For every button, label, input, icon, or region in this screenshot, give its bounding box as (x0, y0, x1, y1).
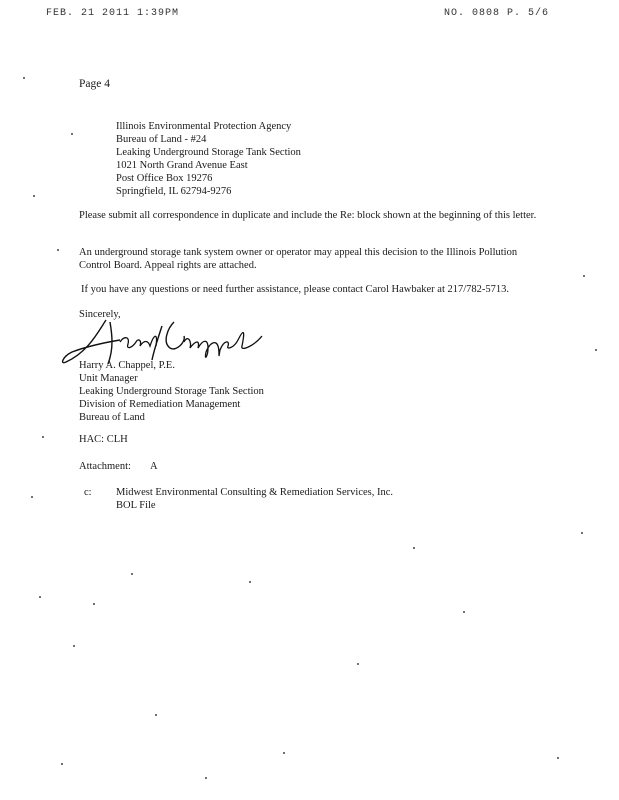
attachment-value: A (150, 461, 158, 472)
fax-header-right: NO. 0808 P. 5/6 (443, 8, 549, 19)
signer-section: Leaking Underground Storage Tank Section (79, 386, 264, 397)
address-line: 1021 North Grand Avenue East (116, 160, 248, 171)
signer-title: Unit Manager (79, 373, 138, 384)
submit-paragraph: Please submit all correspondence in duplicate and include the Re: block shown at the beginning of this letter. (79, 210, 537, 221)
cc-label: c: (84, 487, 92, 498)
address-line: Leaking Underground Storage Tank Section (116, 147, 301, 158)
attachment-label: Attachment: (79, 461, 131, 472)
appeal-paragraph: An underground storage tank system owner or operator may appeal this decision to the Illinois Pollution Control Board. Appeal rights are attached. (79, 247, 518, 271)
signer-name: Harry A. Chappel, P.E. (79, 360, 175, 371)
initials: HAC: CLH (79, 434, 128, 445)
address-line: Springfield, IL 62794-9276 (116, 186, 232, 197)
closing: Sincerely, (79, 309, 121, 320)
address-line: Bureau of Land - #24 (116, 134, 207, 145)
signer-bureau: Bureau of Land (79, 412, 145, 423)
address-line: Illinois Environmental Protection Agency (116, 121, 292, 132)
address-line: Post Office Box 19276 (116, 173, 213, 184)
signer-division: Division of Remediation Management (79, 399, 241, 410)
cc-entry: BOL File (116, 500, 156, 511)
fax-header-left: FEB. 21 2011 1:39PM (46, 8, 180, 19)
contact-paragraph: If you have any questions or need further assistance, please contact Carol Hawbaker at 217/782-5713. (81, 284, 510, 295)
cc-entry: Midwest Environmental Consulting & Remediation Services, Inc. (116, 487, 394, 498)
page-number: Page 4 (79, 78, 110, 90)
